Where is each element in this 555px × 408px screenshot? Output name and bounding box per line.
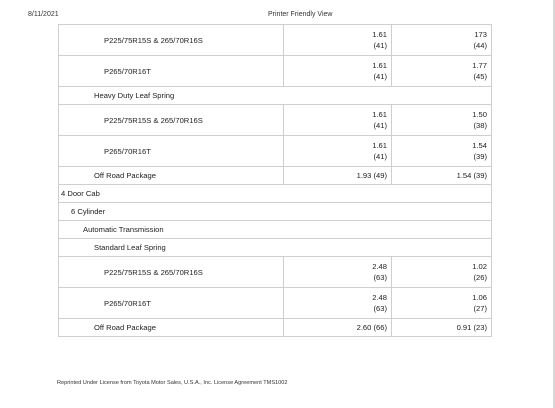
spec-label: Off Road Package <box>59 319 284 337</box>
value-cell-front <box>284 288 392 319</box>
value-cell-rear <box>392 288 492 319</box>
section-label: Heavy Duty Leaf Spring <box>59 87 492 105</box>
spec-row <box>59 136 492 167</box>
value-inches: 2.60 (66) <box>356 323 387 332</box>
section-label: Standard Leaf Spring <box>59 239 492 257</box>
value-inches: 1.93 (49) <box>356 171 387 180</box>
license-footer: Reprinted Under License from Toyota Motor Sales, U.S.A., Inc. License Agreement TMS1002 <box>57 380 288 386</box>
spec-row <box>59 257 492 288</box>
spec-row <box>59 319 492 337</box>
value-inches: 1.06 <box>472 293 487 302</box>
value-mm: (41) <box>373 72 387 81</box>
spec-row <box>59 56 492 87</box>
value-inches: 1.54 <box>472 141 487 150</box>
section-label: 6 Cylinder <box>59 203 492 221</box>
value-inches: 2.48 <box>372 293 387 302</box>
value-mm: (41) <box>373 41 387 50</box>
value-cell-rear <box>392 105 492 136</box>
section-row <box>59 239 492 257</box>
spec-row <box>59 288 492 319</box>
value-cell-front <box>284 105 392 136</box>
value-mm: (26) <box>473 273 487 282</box>
value-inches: 1.61 <box>372 110 387 119</box>
spec-label: P225/75R15S & 265/70R16S <box>59 257 284 288</box>
section-row <box>59 221 492 239</box>
spec-label: P225/75R15S & 265/70R16S <box>59 25 284 56</box>
value-inches: 1.61 <box>372 61 387 70</box>
value-cell-rear <box>392 136 492 167</box>
spec-label: P265/70R16T <box>59 56 284 87</box>
spec-row <box>59 105 492 136</box>
value-cell-front <box>284 25 392 56</box>
value-cell-rear <box>392 25 492 56</box>
value-cell-front <box>284 56 392 87</box>
value-mm: (41) <box>373 121 387 130</box>
value-inches: 2.48 <box>372 262 387 271</box>
value-cell-front <box>284 136 392 167</box>
spec-label: P225/75R15S & 265/70R16S <box>59 105 284 136</box>
section-label: 4 Door Cab <box>59 185 492 203</box>
spec-label: P265/70R16T <box>59 136 284 167</box>
value-mm: (38) <box>473 121 487 130</box>
value-mm: (63) <box>373 273 387 282</box>
print-date: 8/11/2021 <box>28 11 59 18</box>
value-mm: (44) <box>473 41 487 50</box>
spec-row <box>59 167 492 185</box>
value-inches: 1.54 (39) <box>456 171 487 180</box>
spec-table <box>58 24 492 337</box>
value-cell-rear <box>392 319 492 337</box>
section-row <box>59 185 492 203</box>
value-inches: 173 <box>474 30 487 39</box>
value-inches: 1.77 <box>472 61 487 70</box>
value-cell-rear <box>392 257 492 288</box>
section-label: Automatic Transmission <box>59 221 492 239</box>
spec-table-body <box>59 25 492 337</box>
value-mm: (45) <box>473 72 487 81</box>
value-cell-front <box>284 319 392 337</box>
value-mm: (41) <box>373 152 387 161</box>
spec-label: P265/70R16T <box>59 288 284 319</box>
value-cell-rear <box>392 167 492 185</box>
section-row <box>59 87 492 105</box>
value-mm: (63) <box>373 304 387 313</box>
value-inches: 1.61 <box>372 141 387 150</box>
spec-label: Off Road Package <box>59 167 284 185</box>
spec-row <box>59 25 492 56</box>
value-mm: (39) <box>473 152 487 161</box>
value-inches: 1.61 <box>372 30 387 39</box>
value-inches: 1.02 <box>472 262 487 271</box>
value-inches: 1.50 <box>472 110 487 119</box>
value-mm: (27) <box>473 304 487 313</box>
value-cell-rear <box>392 56 492 87</box>
value-cell-front <box>284 167 392 185</box>
section-row <box>59 203 492 221</box>
value-inches: 0.91 (23) <box>456 323 487 332</box>
print-title: Printer Friendly View <box>268 11 333 18</box>
value-cell-front <box>284 257 392 288</box>
